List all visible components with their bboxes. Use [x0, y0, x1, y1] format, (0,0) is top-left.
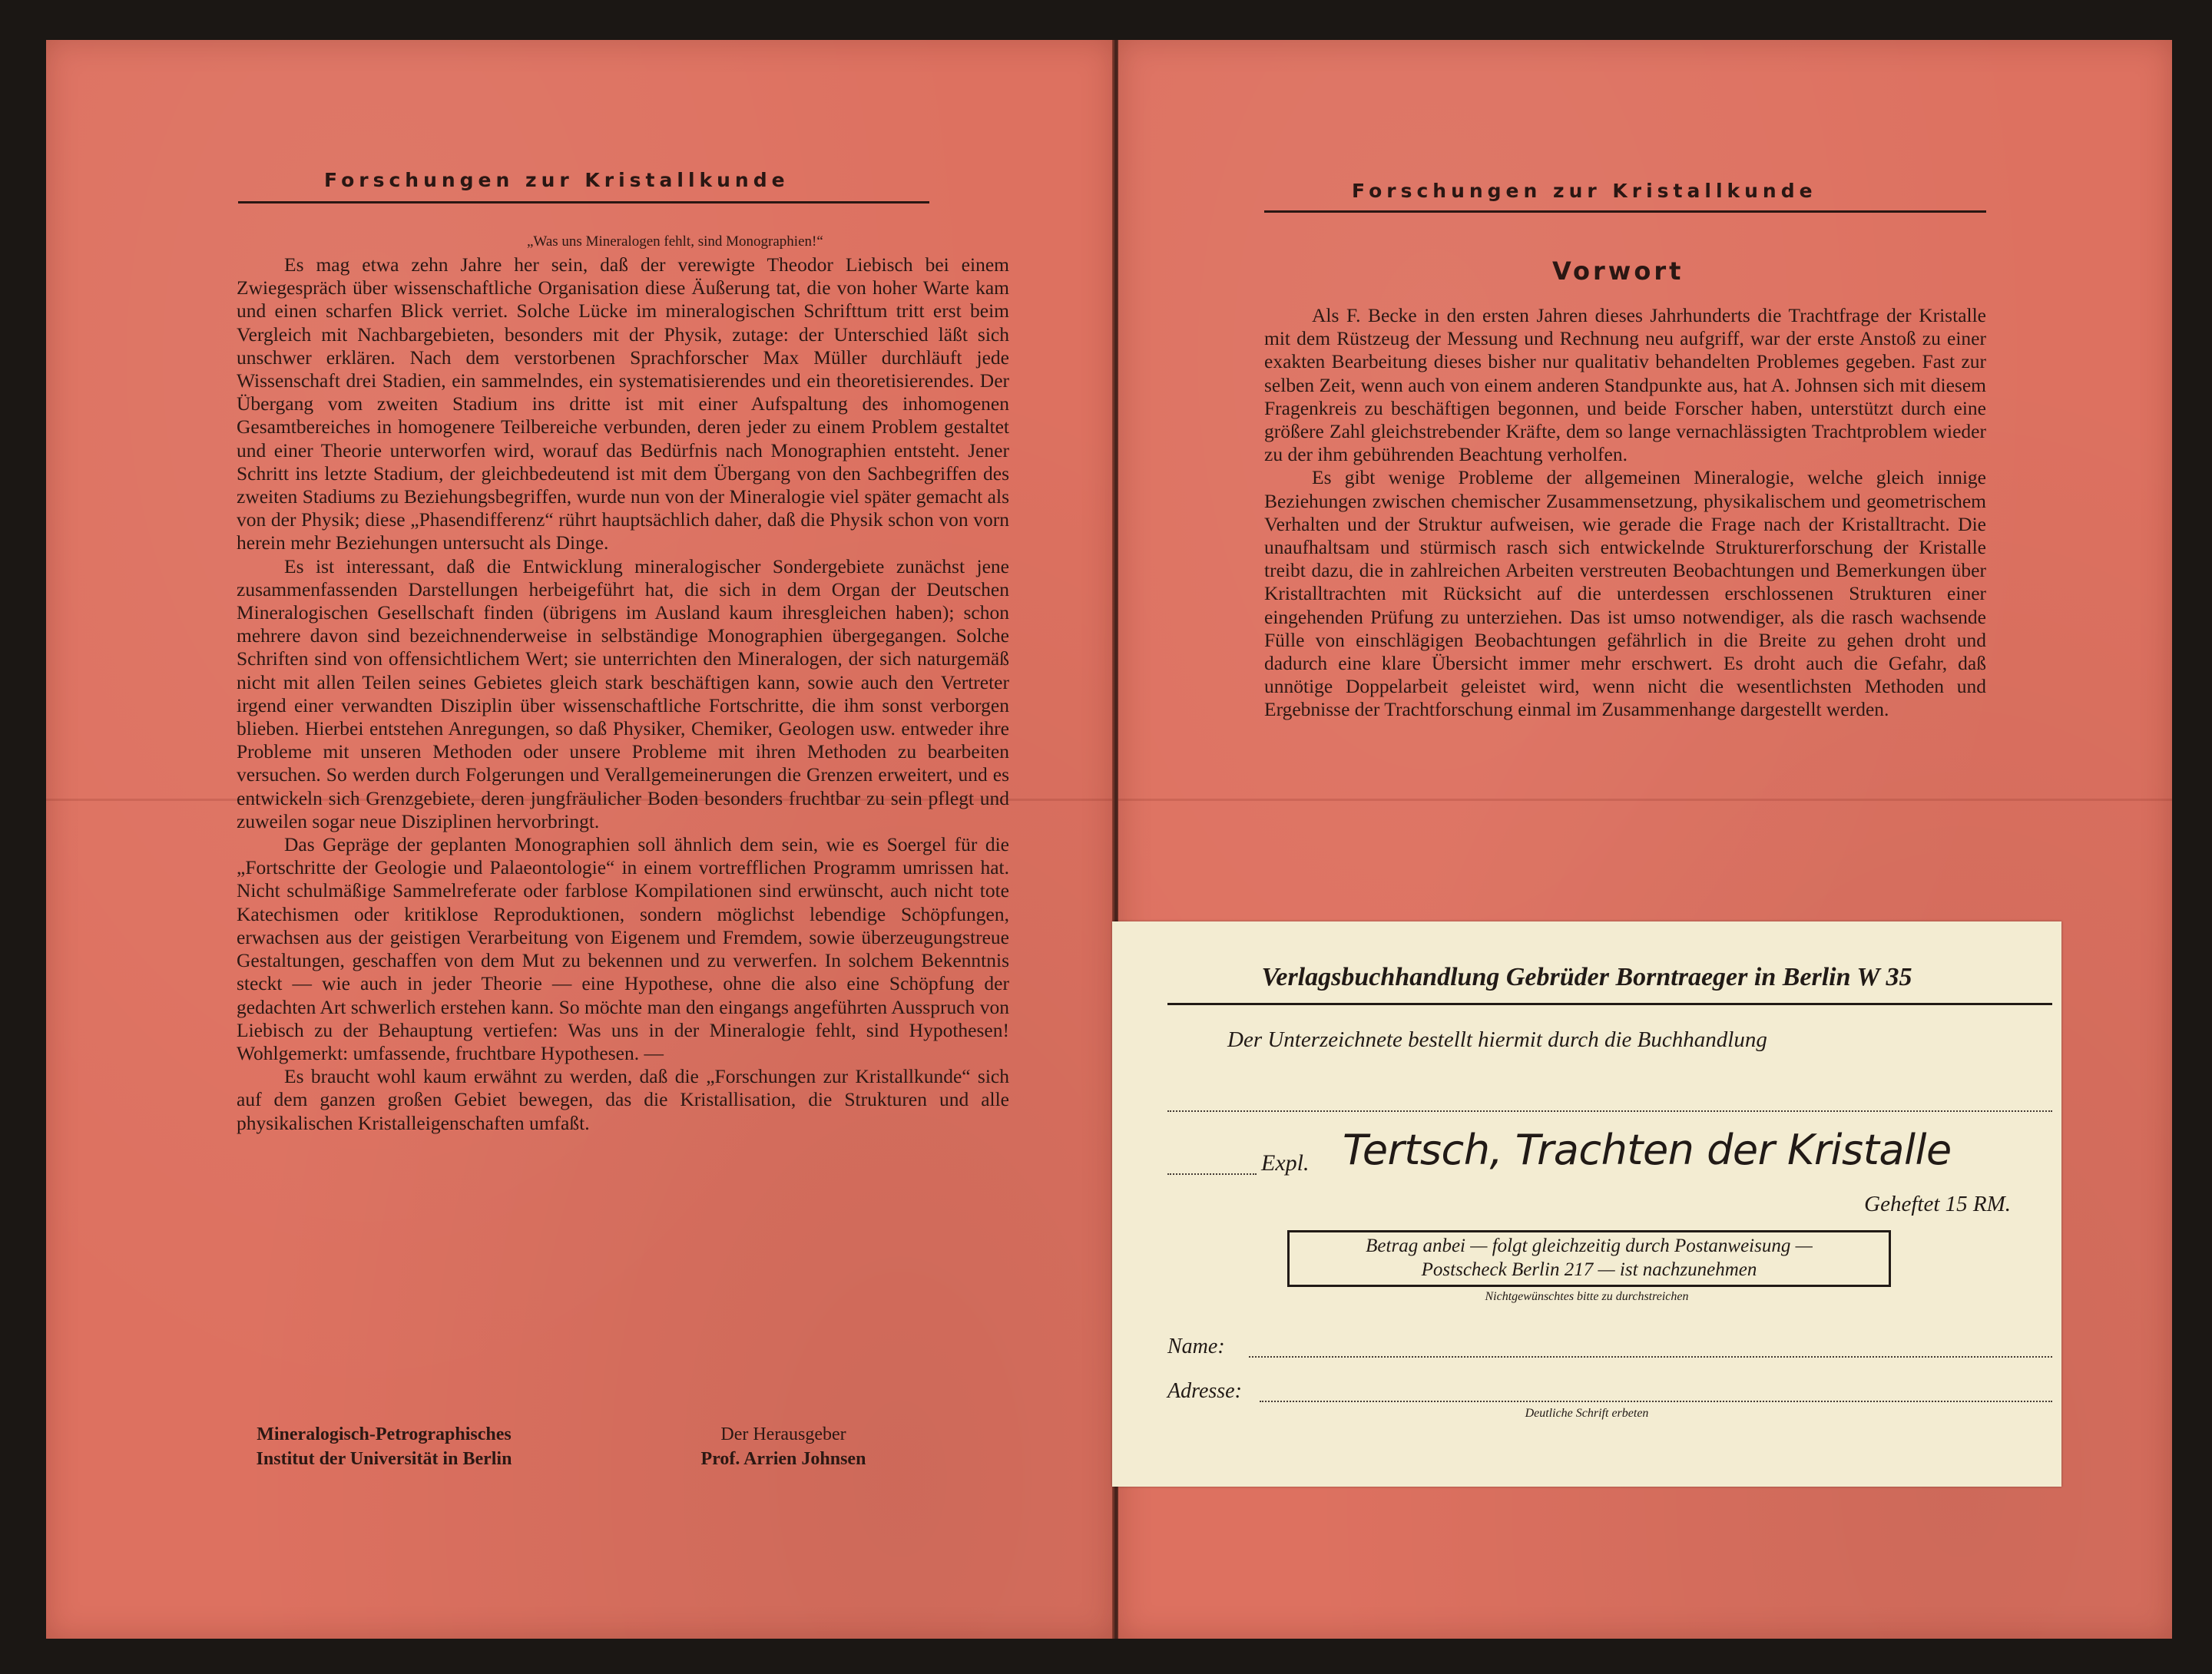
editor-signature — [645, 1422, 922, 1471]
header-rule — [238, 201, 929, 203]
book-title: Tertsch, Trachten der Kristalle — [1343, 1126, 1952, 1174]
vorwort-text — [1264, 304, 1986, 961]
name-field[interactable] — [1249, 1356, 2052, 1358]
bookseller-line[interactable] — [1167, 1110, 2052, 1112]
paragraph: Es braucht wohl kaum erwähnt zu werden, daß die „Forschungen zur Kristallkunde“ sich auf dem ganzen großen Gebiet bewegen, das die Kristallisation, die Strukturen und alle physikalischen Kristalleigenschaften umfaßt. — [237, 1065, 1009, 1134]
payment-box — [1287, 1230, 1891, 1287]
paragraph: Als F. Becke in den ersten Jahren dieses Jahrhunderts die Trachtfrage der Kristalle mit dem Rüstzeug der Messung und Rechnung neu aufgriff, war der erste Anstoß zu einer exakten Bearbeitung dieses bisher nur qualitativ behandelten Problemes gegeben. Fast zur selben Zeit, wenn auch von einem anderen Standpunkte aus, hat A. Johnsen sich mit diesem Fragenkreis zu beschäftigen begonnen, und beide Forscher haben, unterstützt durch eine größere Zahl gleichstrebender Kräfte, dem so lange vernachlässigten Trachtproblem wieder zu der ihm gebührenden Beachtung verholfen. — [1264, 304, 1986, 466]
editor-title: Der Herausgeber — [720, 1424, 846, 1444]
name-label: Name: — [1167, 1335, 1225, 1358]
payment-line: Postscheck Berlin 217 — ist nachzunehmen — [1421, 1259, 1757, 1280]
payment-line: Betrag anbei — folgt gleichzeitig durch Postanweisung — — [1366, 1236, 1813, 1256]
paragraph: Es gibt wenige Probleme der allgemeinen Mineralogie, welche gleich innige Beziehungen zwischen chemischer Zusammensetzung, physikalischem und geometrischem Verhalten und der Struktur aufweisen, wie gerade die Frage nach der Kristalltracht. Die unaufhaltsam und stürmisch rasch sich entwickelnde Strukturerforschung der Kristalle treibt dazu, die in zahlreichen Arbeiten verstreuten Beobachtungen und Bemerkungen über Kristalltrachten mit Rücksicht auf die unterdessen erschlossenen Strukturen einer eingehenden Prüfung zu unterziehen. Das ist umso notwendiger, als die rasch wachsende Fülle von einschlägigen Beobachtungen gefährlich in die Breite zu gehen droht und dadurch eine klare Übersicht immer mehr erschwert. Es droht auch die Gefahr, daß unnötige Doppelarbeit geleistet wird, wenn nicht die wesentlichsten Methoden und Ergebnisse der Trachtforschung einmal im Zusammenhange dargestellt werden. — [1264, 466, 1986, 721]
vorwort-heading: Vorwort — [1552, 256, 1684, 286]
strike-note: Nichtgewünschtes bitte zu durchstreichen — [1485, 1290, 1689, 1303]
paragraph: Es ist interessant, daß die Entwicklung mineralogischer Sondergebiete zunächst jene zusammenfassenden Darstellungen herbeigeführt hat, die sich in dem Organ der Deutschen Mineralogischen Gesellschaft finden (übrigens im Ausland kaum ihresgleichen haben); schon mehrere davon sind bezeichnenderweise in selbständige Monographien übergegangen. Solche Schriften sind von offensichtlichem Wert; sie unterrichten den Mineralogen, der sich naturgemäß nicht mit allen Teilen seines Gebietes gleich stark beschäftigen kann, sowie auch den Vertreter irgend einer verwandten Disziplin über wissenschaftliche Fortschritte, die ihm sonst verborgen blieben. Hierbei entstehen Anregungen, so daß Physiker, Chemiker, Geologen usw. entweder ihre Probleme mit unseren Methoden oder unsere Probleme mit ihren Methoden zu bearbeiten versuchen. So werden durch Folgerungen und Verallgemeinerungen die Grenzen erweitert, und es entwickeln sich Grenzgebiete, deren jungfräulicher Boden besonders fruchtbar zu sein pflegt und zuweilen sogar neue Disziplinen hervorbringt. — [237, 554, 1009, 832]
paragraph: Es mag etwa zehn Jahre her sein, daß der verewigte Theodor Liebisch bei einem Zwiegespräch über wissenschaftliche Organisation diese Äußerung tat, die von hoher Warte kam und einen scharfen Blick verriet. Solche Lücke im mineralogischen Schrifttum tritt erst beim Vergleich mit Nachbargebieten, besonders mit der Physik, zutage: der Unterschied läßt sich unschwer erklären. Nach dem verstorbenen Sprachforscher Max Müller durchläuft jede Wissenschaft drei Stadien, ein sammelndes, ein systematisierendes und ein theoretisierendes. Der Übergang vom zweiten Stadium ins dritte ist mit einer Aufspaltung des inhomogenen Gesamtbereiches in homogenere Teilbereiche verbunden, deren jeder zu einem Problem gestaltet und einer Theorie unterworfen wird, worauf das Bedürfnis nach Monographien entsteht. Jener Schritt ins letzte Stadium, der gleichbedeutend ist mit dem Übergang von den Sachbegriffen des zweiten Stadiums zu Beziehungsbegriffen, wurde nun von der Mineralogie viel später gemacht als von der Physik; diese „Phasendifferenz“ rührt hauptsächlich daher, daß die Physik schon von vorn herein mehr Beziehungen untersucht als Dinge. — [237, 253, 1009, 554]
publisher-rule — [1167, 1003, 2052, 1005]
institute-line: Mineralogisch-Petrographisches — [257, 1424, 512, 1444]
publisher-line: Verlagsbuchhandlung Gebrüder Borntraeger in Berlin W 35 — [1261, 963, 1912, 991]
legible-note: Deutliche Schrift erbeten — [1525, 1407, 1649, 1420]
running-head: Forschungen zur Kristallkunde — [324, 169, 790, 191]
running-head: Forschungen zur Kristallkunde — [1352, 180, 1817, 202]
header-rule — [1264, 210, 1986, 213]
expl-label: Expl. — [1261, 1150, 1310, 1176]
left-page — [46, 40, 1114, 1639]
order-statement: Der Unterzeichnete bestellt hiermit durch die Buchhandlung — [1227, 1027, 1767, 1052]
order-card — [1112, 921, 2061, 1487]
address-label: Adresse: — [1167, 1379, 1242, 1403]
address-field[interactable] — [1260, 1401, 2052, 1402]
intro-text — [237, 253, 1009, 1135]
institute-signature — [215, 1422, 553, 1471]
institute-line: Institut der Universität in Berlin — [256, 1449, 512, 1469]
paragraph: Das Gepräge der geplanten Monographien soll ähnlich dem sein, wie es Soergel für die „Fortschritte der Geologie und Palaeontologie“ in einem vortrefflichen Programm umrissen hat. Nicht schulmäßige Sammelreferate oder farblose Kompilationen sind erwünscht, auch nicht tote Katechismen oder kritiklose Reproduktionen, sondern möglichst lebendige Schöpfungen, erwachsen aus der geistigen Verarbeitung von Eigenem und Fremdem, sowie überzeugungstreue Gestaltungen, geschaffen von dem Mut zu bekennen und zu verwerfen. In solchem Bekenntnis steckt — wie auch in jeder Theorie — eine Hypothese, ohne die also eine Schöpfung der gedachten Art schwerlich erstehen kann. So möchte man den eingangs angeführten Ausspruch von Liebisch zu der Behauptung vertiefen: Was uns in der Mineralogie fehlt, sind Hypothesen! Wohlgemerkt: umfassende, fruchtbare Hypothesen. — — [237, 833, 1009, 1064]
epigraph: „Was uns Mineralogen fehlt, sind Monographien!“ — [527, 233, 823, 250]
price: Geheftet 15 RM. — [1864, 1192, 2011, 1216]
quantity-line[interactable] — [1167, 1173, 1257, 1175]
editor-name: Prof. Arrien Johnsen — [700, 1449, 866, 1469]
